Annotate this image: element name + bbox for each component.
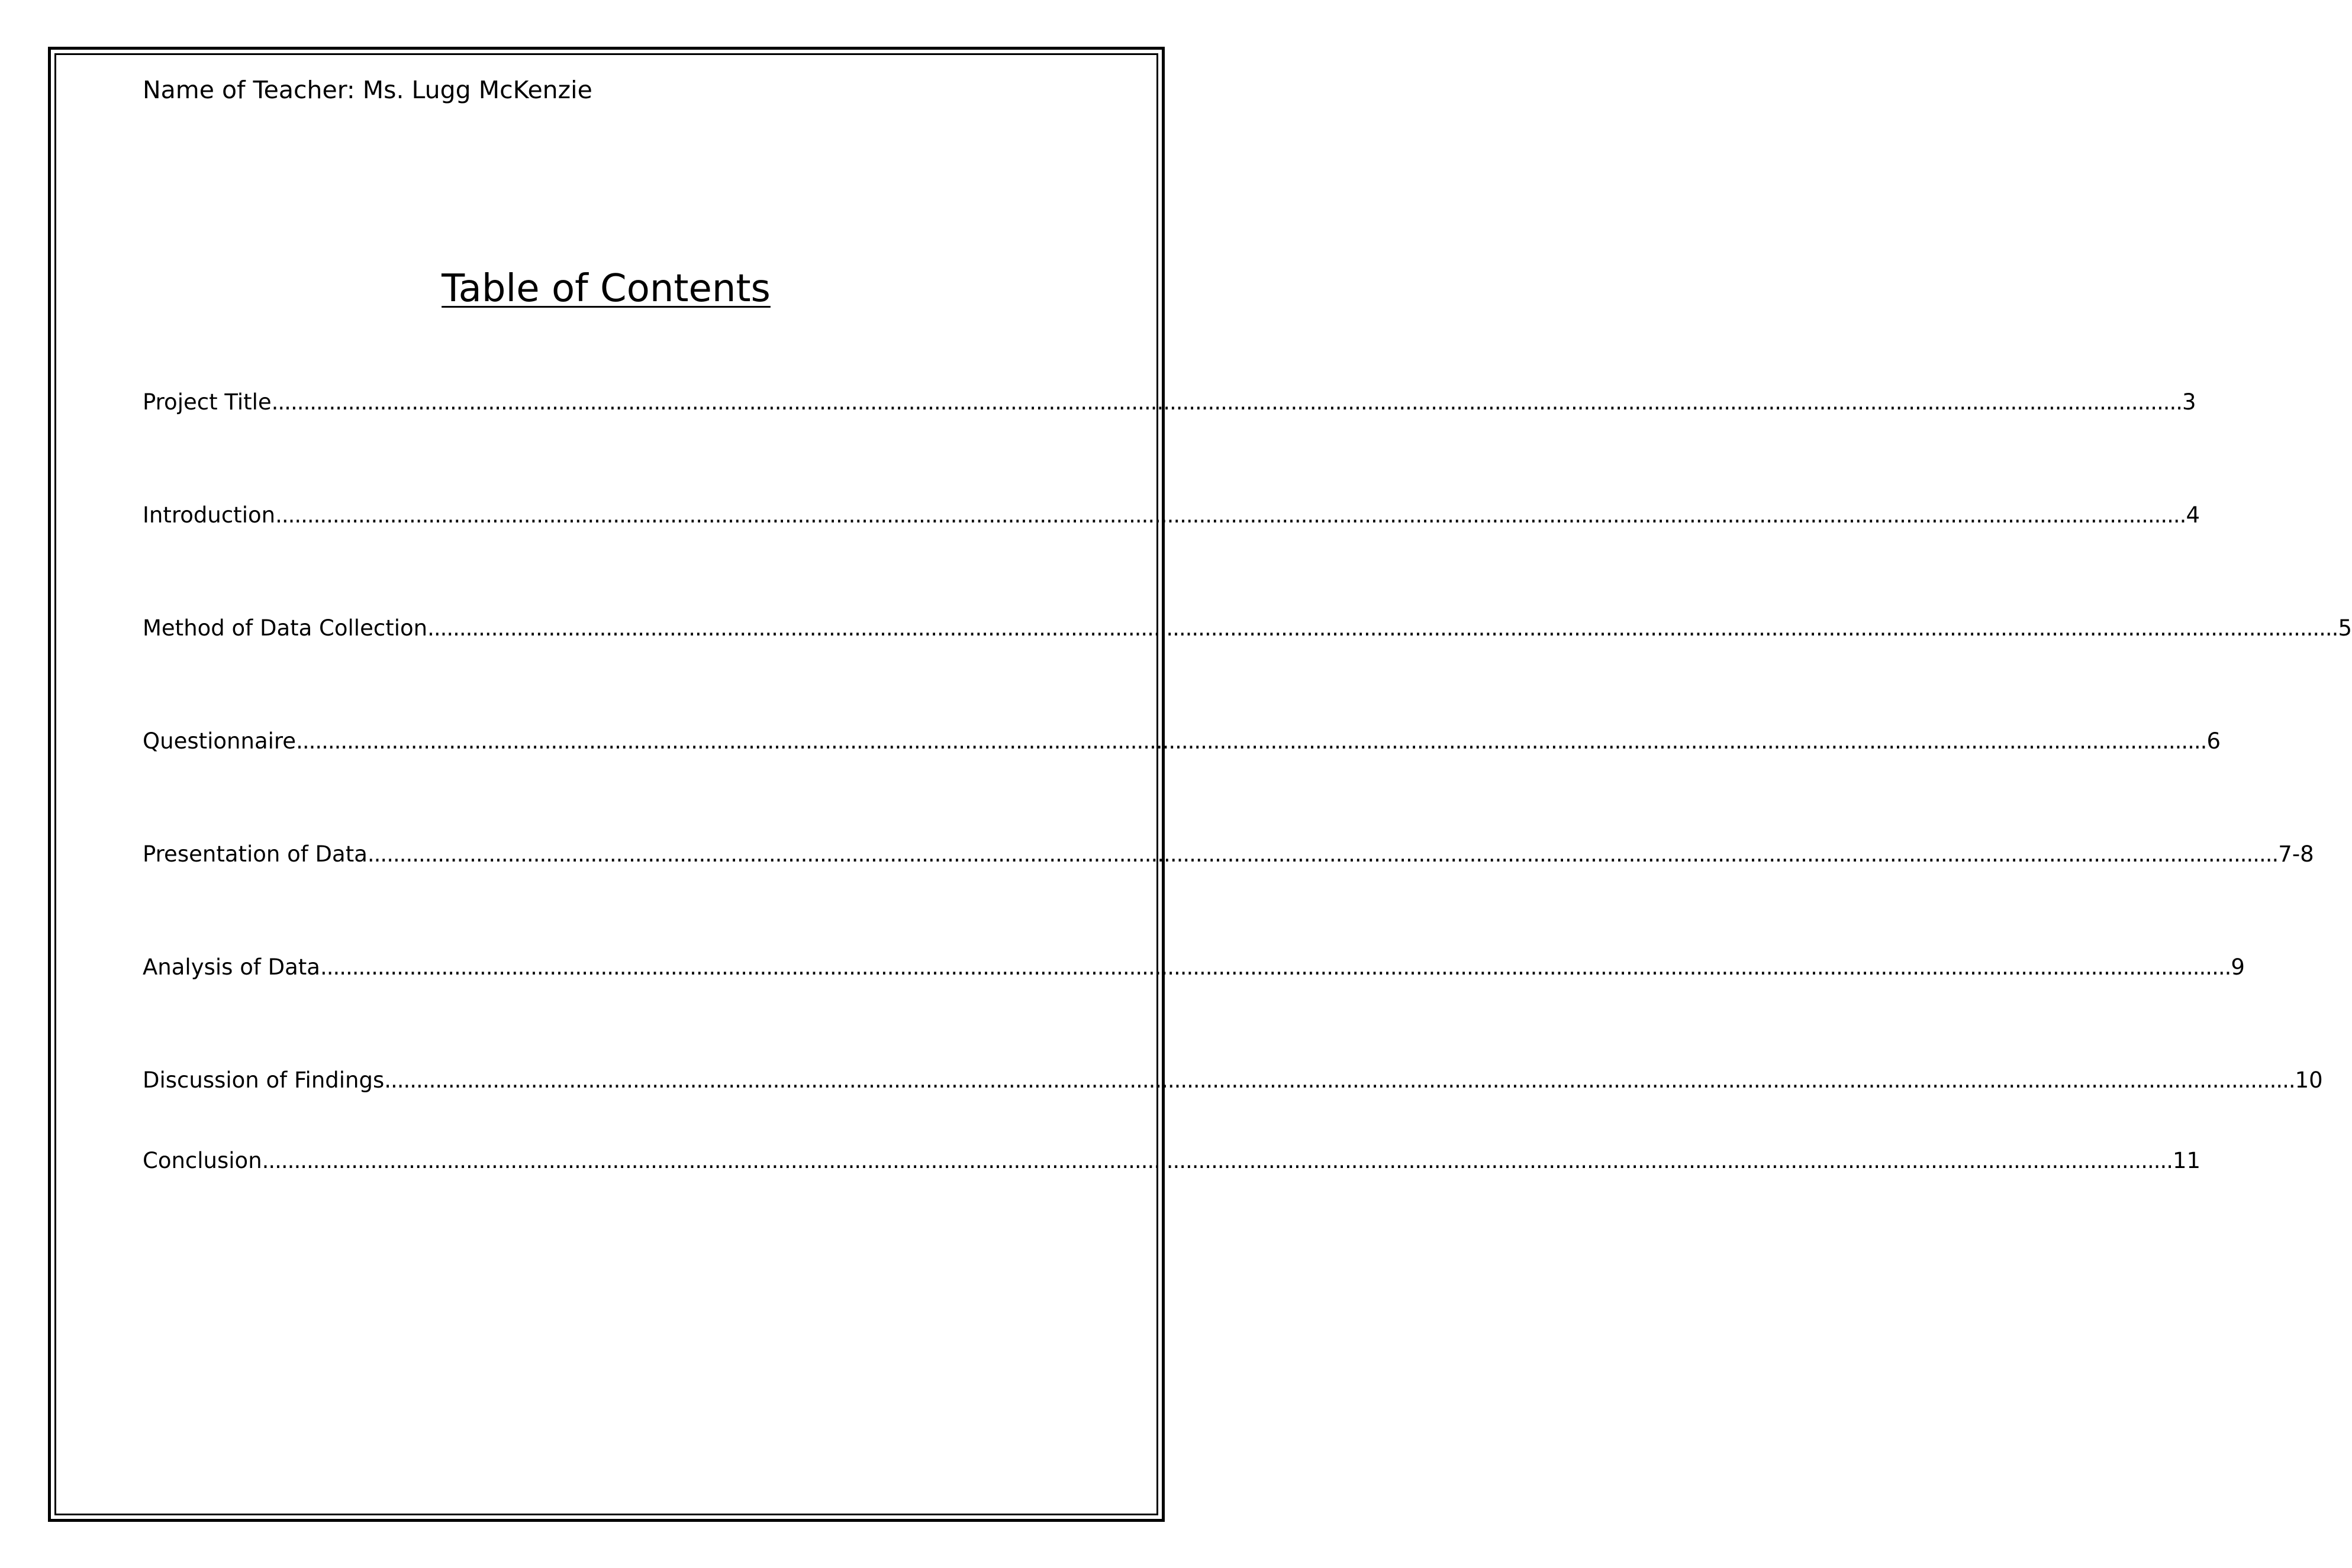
toc-leader-dots: ............................................................................................................................................................................................................................................................................................................ — [367, 841, 2279, 867]
toc-entry-questionnaire — [143, 726, 2221, 757]
toc-entry-presentation-of-data — [143, 839, 2314, 870]
toc-entry-page: 3 — [2182, 389, 2196, 415]
toc-entry-page: 11 — [2173, 1148, 2201, 1173]
toc-leader-dots: ............................................................................................................................................................................................................................................................................................................ — [384, 1067, 2295, 1093]
toc-entry-page: 10 — [2295, 1067, 2323, 1093]
toc-entry-label: Analysis of Data — [143, 954, 320, 980]
toc-entry-page: 4 — [2186, 502, 2200, 528]
toc-entry-discussion-of-findings — [143, 1065, 2323, 1096]
toc-entry-page: 6 — [2206, 728, 2221, 754]
toc-entry-label: Questionnaire — [143, 728, 297, 754]
toc-entry-page: 5 — [2338, 615, 2352, 641]
toc-leader-dots: ............................................................................................................................................................................................................................................................................................................ — [275, 502, 2186, 528]
toc-entry-label: Introduction — [143, 502, 276, 528]
toc-entry-label: Project Title — [143, 389, 272, 415]
toc-entry-label: Conclusion — [143, 1148, 262, 1173]
toc-entry-page: 7-8 — [2278, 841, 2314, 867]
toc-leader-dots: ............................................................................................................................................................................................................................................................................................................ — [271, 389, 2183, 415]
toc-entry-introduction — [143, 500, 2200, 531]
toc-entry-method-of-data-collection — [143, 613, 2352, 644]
toc-entry-label: Presentation of Data — [143, 841, 368, 867]
toc-leader-dots: ............................................................................................................................................................................................................................................................................................................ — [427, 615, 2338, 641]
toc-entry-conclusion — [143, 1146, 2201, 1176]
toc-entry-page: 9 — [2231, 954, 2245, 980]
teacher-name-line: Name of Teacher: Ms. Lugg McKenzie — [143, 76, 592, 104]
toc-entry-analysis-of-data — [143, 952, 2245, 983]
toc-leader-dots: ............................................................................................................................................................................................................................................................................................................ — [320, 954, 2231, 980]
toc-entry-label: Discussion of Findings — [143, 1067, 385, 1093]
toc-leader-dots: ............................................................................................................................................................................................................................................................................................................ — [262, 1148, 2173, 1173]
toc-entry-label: Method of Data Collection — [143, 615, 428, 641]
toc-entry-project-title — [143, 387, 2196, 418]
page-title: Table of Contents — [442, 267, 771, 311]
toc-leader-dots: ............................................................................................................................................................................................................................................................................................................ — [296, 728, 2207, 754]
